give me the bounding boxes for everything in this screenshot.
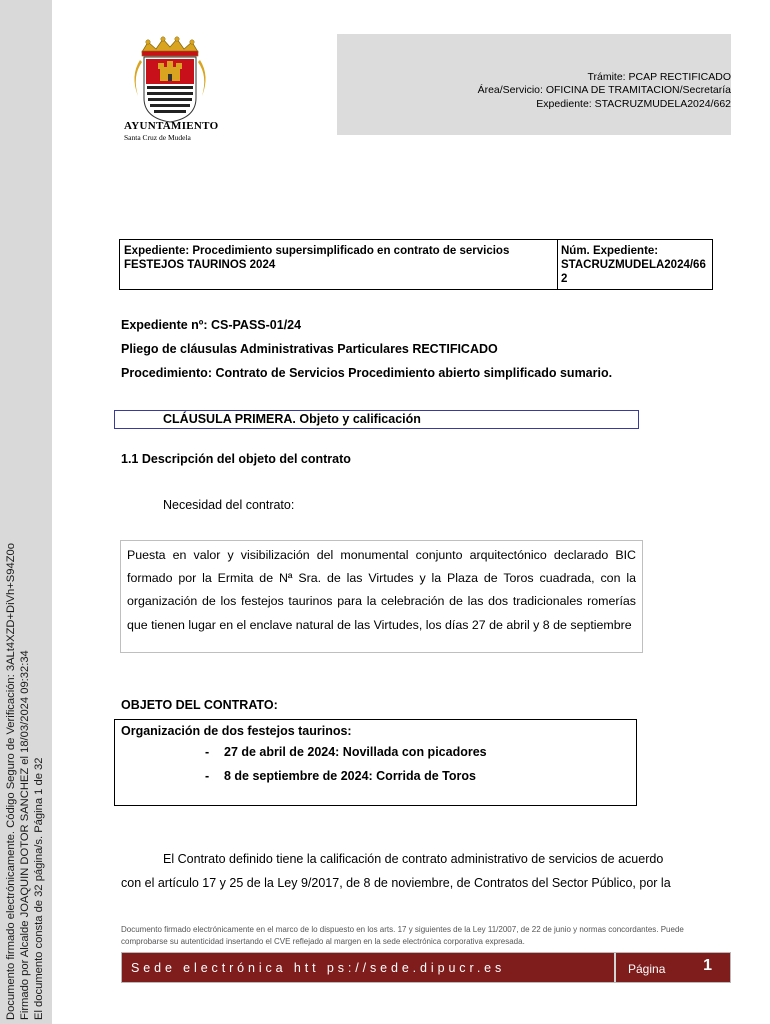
expediente-table (119, 239, 713, 290)
section-1-1-heading: 1.1 Descripción del objeto del contrato (121, 452, 351, 466)
objeto-heading: Organización de dos festejos taurinos: (121, 724, 352, 738)
procedimiento-title: Procedimiento: Contrato de Servicios Procedimiento abierto simplificado sumario. (121, 366, 613, 380)
logo-caption (124, 120, 218, 142)
page-number: 1 (703, 957, 712, 974)
signature-line-1: Documento firmado electrónicamente. Código Seguro de Verificación: 3ALt4XZD+DiVh+S94Z0o (5, 543, 17, 1020)
expediente-description-line-1: Expediente: Procedimiento supersimplificado en contrato de servicios (124, 245, 510, 257)
expediente-description-cell (120, 240, 558, 289)
tramite-text: Trámite: PCAP RECTIFICADO (587, 71, 731, 83)
signature-text (4, 480, 48, 1020)
necesidad-label: Necesidad del contrato: (163, 498, 295, 512)
objeto-box (114, 719, 637, 806)
expediente-no: Expediente nº: CS-PASS-01/24 (121, 318, 302, 332)
calificacion-paragraph (121, 847, 713, 895)
objeto-item-1: 27 de abril de 2024: Novillada con picadores (224, 745, 487, 759)
logo-subtitle: Santa Cruz de Mudela (124, 133, 191, 142)
list-item (121, 764, 630, 788)
expediente-number-cell (558, 240, 712, 289)
necesidad-text: Puesta en valor y visibilización del monumental conjunto arquitectónico declarado BIC formado por la Ermita de Nª Sra. de las Virtudes y la Plaza de Toros cuadrada, con la organización de los festejos taurinos para la celebración de las dos tradicionales romerías que tienen lugar en el enclave natural de las Virtudes, los días 27 de abril y 8 de septiembre (127, 548, 636, 632)
objeto-item-2: 8 de septiembre de 2024: Corrida de Toros (224, 769, 476, 783)
sede-link[interactable]: Sede electrónica htt ps://sede.dipucr.es (122, 953, 616, 982)
footer-legal-note: Documento firmado electrónicamente en el marco de lo dispuesto en los arts. 17 y siguientes de la Ley 11/2007, de 22 de junio y normas concordantes. Puede comprobarse su autenticidad insertando el CVE reflejado al margen en la sede electrónica corporativa expresada. (121, 925, 684, 946)
list-item (121, 740, 630, 764)
objeto-title: OBJETO DEL CONTRATO: (121, 698, 278, 712)
clausula-heading: CLÁUSULA PRIMERA. Objeto y calificación (114, 410, 639, 429)
page-label: Página (628, 962, 666, 976)
paragraph-line-2: con el artículo 17 y 25 de la Ley 9/2017, de 8 de noviembre, de Contratos del Sector Público, por la (121, 876, 671, 890)
document-header (337, 34, 731, 135)
empty-line (121, 788, 630, 812)
area-text: Área/Servicio: OFICINA DE TRAMITACION/Secretaría (477, 84, 731, 97)
signature-sidebar (0, 0, 52, 1024)
expediente-description-line-2: FESTEJOS TAURINOS 2024 (124, 259, 276, 271)
logo-title: AYUNTAMIENTO (124, 120, 219, 132)
signature-line-2: Firmado por Alcalde JOAQUIN DOTOR SANCHEZ el 18/03/2024 09:32:34 (19, 650, 31, 1020)
expediente-number-value: STACRUZMUDELA2024/662 (561, 259, 706, 285)
page-indicator (616, 953, 730, 982)
expediente-number-label: Núm. Expediente: (561, 245, 659, 257)
signature-line-3: El documento consta de 32 página/s. Página 1 de 32 (33, 757, 45, 1020)
necesidad-box (120, 540, 643, 653)
pliego-title: Pliego de cláusulas Administrativas Particulares RECTIFICADO (121, 342, 498, 356)
expediente-header-text: Expediente: STACRUZMUDELA2024/662 (536, 97, 731, 110)
paragraph-line-1: El Contrato definido tiene la calificación de contrato administrativo de servicios de acuerdo (163, 852, 664, 866)
objeto-list (121, 740, 630, 788)
footer-bar (121, 952, 731, 983)
